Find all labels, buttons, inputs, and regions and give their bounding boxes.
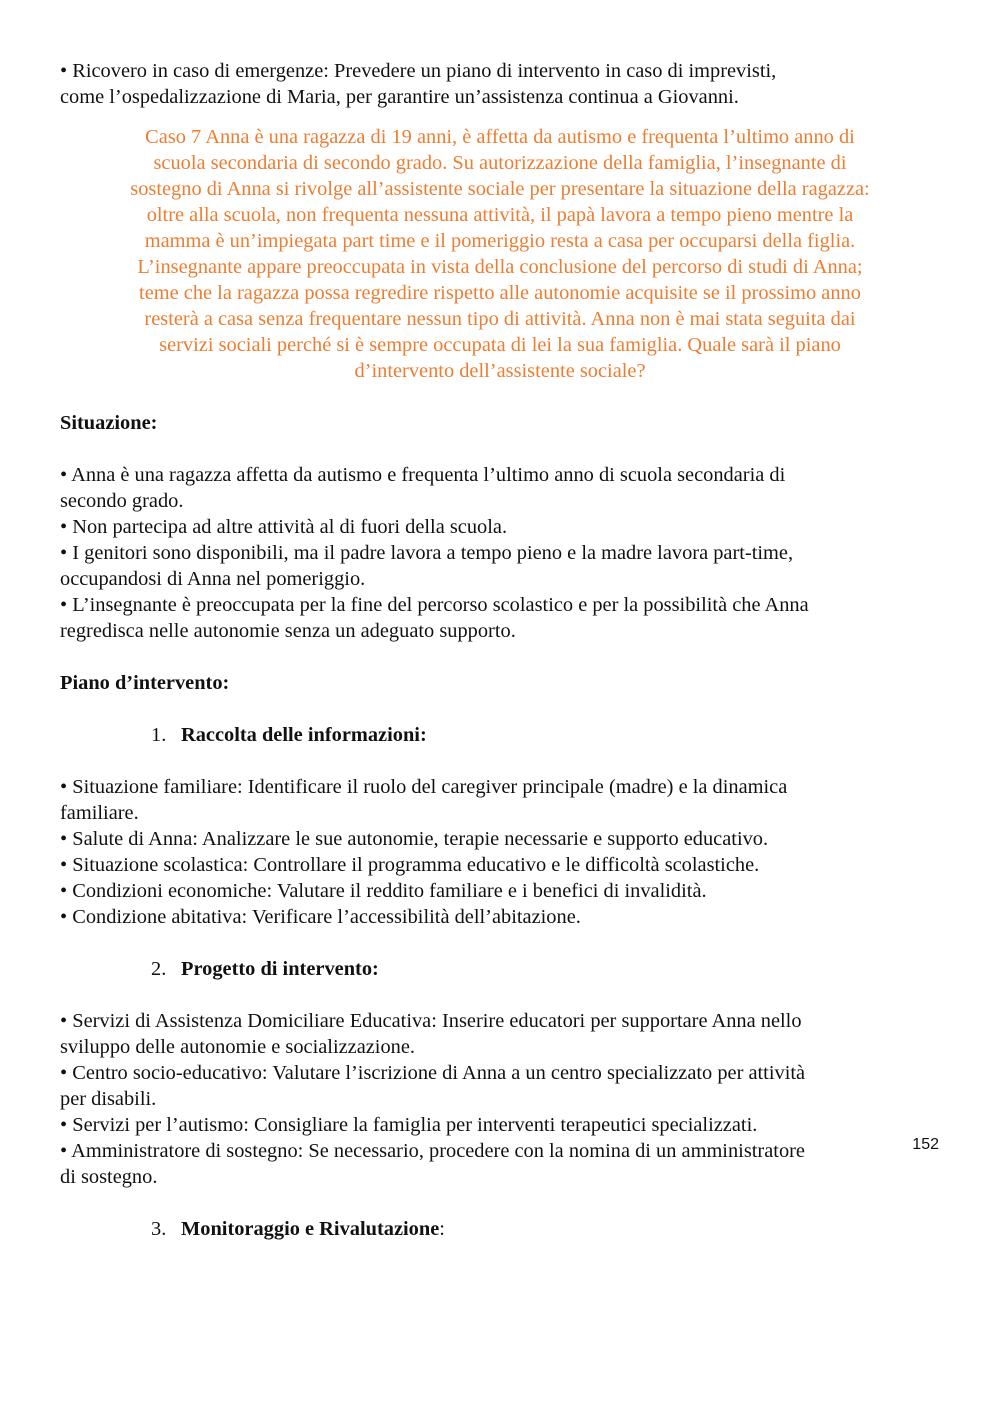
section-title: Raccolta delle informazioni: — [181, 724, 427, 746]
section-heading-2 — [60, 956, 940, 982]
case-line: Caso 7 Anna è una ragazza di 19 anni, è affetta da autismo e frequenta l’ultimo anno di — [145, 126, 855, 148]
list-item: • Centro socio-educativo: Valutare l’iscrizione di Anna a un centro specializzato per attività — [60, 1062, 806, 1084]
list-item: • I genitori sono disponibili, ma il padre lavora a tempo pieno e la madre lavora part-time, — [60, 542, 794, 564]
section-number: 2. — [151, 958, 167, 980]
list-item: familiare. — [60, 802, 139, 824]
section-number: 1. — [151, 724, 167, 746]
list-item: • Condizioni economiche: Valutare il reddito familiare e i benefici di invalidità. — [60, 880, 707, 902]
list-item: • Servizi per l’autismo: Consigliare la famiglia per interventi terapeutici specializzati. — [60, 1114, 758, 1136]
piano-heading: Piano d’intervento: — [60, 672, 230, 694]
intro-paragraph — [60, 58, 940, 110]
situazione-heading: Situazione: — [60, 412, 158, 434]
list-item: • Condizione abitativa: Verificare l’accessibilità dell’abitazione. — [60, 906, 581, 928]
case-line: scuola secondaria di secondo grado. Su autorizzazione della famiglia, l’insegnante di — [153, 152, 847, 174]
case-line: resterà a casa senza frequentare nessun tipo di attività. Anna non è mai stata seguita dai — [144, 308, 856, 330]
list-item: • Situazione familiare: Identificare il ruolo del caregiver principale (madre) e la dinamica — [60, 776, 788, 798]
list-item: • Non partecipa ad altre attività al di fuori della scuola. — [60, 516, 508, 538]
section-title: Progetto di intervento: — [181, 958, 379, 980]
list-item: per disabili. — [60, 1088, 157, 1110]
list-item: • Salute di Anna: Analizzare le sue autonomie, terapie necessarie e supporto educativo. — [60, 828, 769, 850]
case-description — [60, 124, 940, 384]
list-item: • L’insegnante è preoccupata per la fine del percorso scolastico e per la possibilità che Anna — [60, 594, 809, 616]
list-item: secondo grado. — [60, 490, 184, 512]
section-2-list — [60, 1008, 940, 1190]
section-1-list — [60, 774, 940, 930]
list-item: regredisca nelle autonomie senza un adeguato supporto. — [60, 620, 516, 642]
list-item: • Amministratore di sostegno: Se necessario, procedere con la nomina di un amministratore — [60, 1140, 805, 1162]
case-line: servizi sociali perché si è sempre occupata di lei la sua famiglia. Quale sarà il piano — [159, 334, 841, 356]
situazione-list — [60, 462, 940, 644]
document-page — [60, 58, 940, 1242]
list-item: • Servizi di Assistenza Domiciliare Educativa: Inserire educatori per supportare Anna nello — [60, 1010, 802, 1032]
case-line: teme che la ragazza possa regredire rispetto alle autonomie acquisite se il prossimo anno — [139, 282, 861, 304]
text-line: come l’ospedalizzazione di Maria, per garantire un’assistenza continua a Giovanni. — [60, 86, 739, 108]
case-line: L’insegnante appare preoccupata in vista della conclusione del percorso di studi di Anna; — [137, 256, 863, 278]
list-item: sviluppo delle autonomie e socializzazione. — [60, 1036, 416, 1058]
case-line: sostegno di Anna si rivolge all’assistente sociale per presentare la situazione della ragazza: — [130, 178, 870, 200]
section-number: 3. — [151, 1218, 167, 1240]
section-title-suffix: : — [439, 1218, 445, 1240]
section-title: Monitoraggio e Rivalutazione — [181, 1218, 440, 1240]
text-line: • Ricovero in caso di emergenze: Prevedere un piano di intervento in caso di imprevisti, — [60, 60, 777, 82]
section-heading-1 — [60, 722, 940, 748]
case-line: mamma è un’impiegata part time e il pomeriggio resta a casa per occuparsi della figlia. — [144, 230, 856, 252]
list-item: • Situazione scolastica: Controllare il programma educativo e le difficoltà scolastiche. — [60, 854, 760, 876]
case-line: oltre alla scuola, non frequenta nessuna attività, il papà lavora a tempo pieno mentre la — [146, 204, 854, 226]
page-number: 152 — [912, 1136, 939, 1153]
list-item: di sostegno. — [60, 1166, 158, 1188]
section-heading-3 — [60, 1216, 940, 1242]
case-line: d’intervento dell’assistente sociale? — [354, 360, 646, 382]
list-item: occupandosi di Anna nel pomeriggio. — [60, 568, 366, 590]
list-item: • Anna è una ragazza affetta da autismo e frequenta l’ultimo anno di scuola secondaria di — [60, 464, 786, 486]
